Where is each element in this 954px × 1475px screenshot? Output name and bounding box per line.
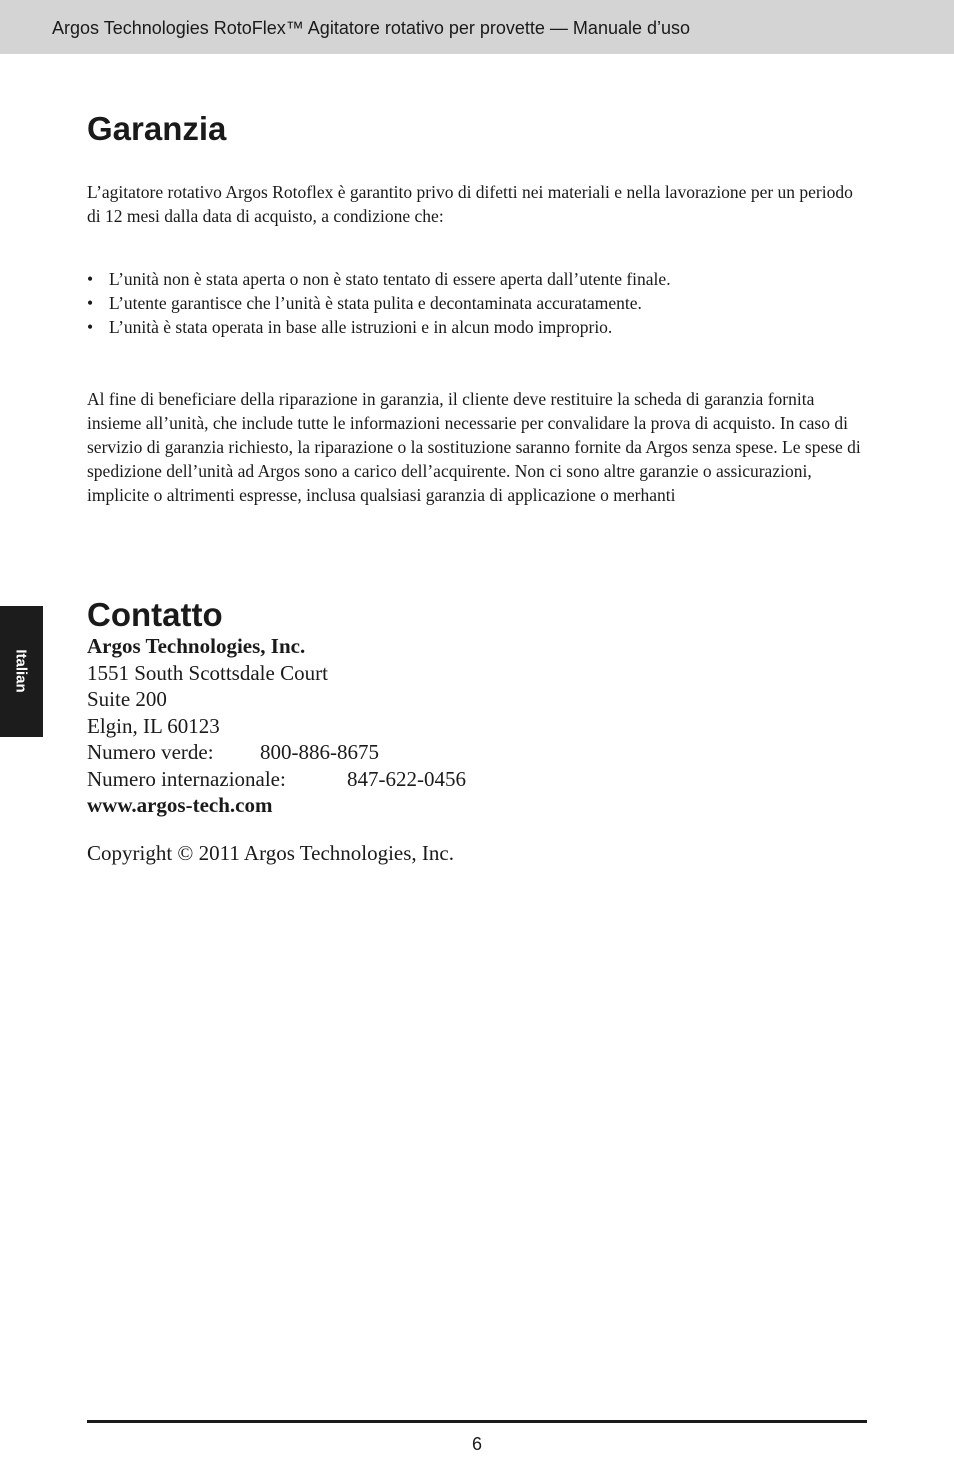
condition-text: L’unità non è stata aperta o non è stato tentato di essere aperta dall’utente finale. <box>109 269 671 289</box>
list-item <box>87 267 867 291</box>
address-line-1: 1551 South Scottsdale Court <box>87 660 328 685</box>
header-title: Argos Technologies RotoFlex™ Agitatore rotativo per provette — Manuale d’uso <box>52 18 691 38</box>
website-link[interactable]: www.argos-tech.com <box>87 793 273 817</box>
bullet-icon: • <box>87 317 94 337</box>
footer-divider <box>87 1420 867 1423</box>
intl-row <box>87 766 587 793</box>
copyright-text: Copyright © 2011 Argos Technologies, Inc. <box>87 841 454 865</box>
bullet-icon: • <box>87 293 94 313</box>
warranty-conditions-list <box>87 267 867 339</box>
warranty-heading: Garanzia <box>87 110 227 147</box>
warranty-body: Al fine di beneficiare della riparazione in garanzia, il cliente deve restituire la scheda di garanzia fornita insieme all’unità, che include tutte le informazioni necessarie per convalidare la prova di acquisto. In caso di servizio di garanzia richiesto, la riparazione o la sostituzione saranno fornite da Argos senza spese. Le spese di spedizione dell’unità ad Argos sono a carico dell’acquirente. Non ci sono altre garanzie o assicurazioni, implicite o altrimenti espresse, inclusa qualsiasi garanzia di applicazione o merhanti <box>87 389 861 505</box>
intl-number: 847-622-0456 <box>347 766 466 791</box>
warranty-intro: L’agitatore rotativo Argos Rotoflex è garantito privo di difetti nei materiali e nella lavorazione per un periodo di 12 mesi dalla data di acquisto, a condizione che: <box>87 182 853 226</box>
company-name: Argos Technologies, Inc. <box>87 634 306 658</box>
tollfree-label: Numero verde: <box>87 740 214 764</box>
condition-text: L’utente garantisce che l’unità è stata pulita e decontaminata accuratamente. <box>109 293 642 313</box>
bullet-icon: • <box>87 269 94 289</box>
tollfree-number: 800-886-8675 <box>260 740 379 764</box>
tollfree-row <box>87 739 587 766</box>
condition-text: L’unità è stata operata in base alle istruzioni e in alcun modo improprio. <box>109 317 613 337</box>
address-line-3: Elgin, IL 60123 <box>87 713 220 738</box>
language-tab-label: Italian <box>12 649 30 693</box>
address-line-2: Suite 200 <box>87 687 167 711</box>
contact-heading: Contatto <box>87 596 223 633</box>
list-item <box>87 291 867 315</box>
intl-label: Numero internazionale: <box>87 766 286 791</box>
page-number: 6 <box>471 1434 482 1454</box>
list-item <box>87 315 867 339</box>
contact-block <box>87 633 587 819</box>
